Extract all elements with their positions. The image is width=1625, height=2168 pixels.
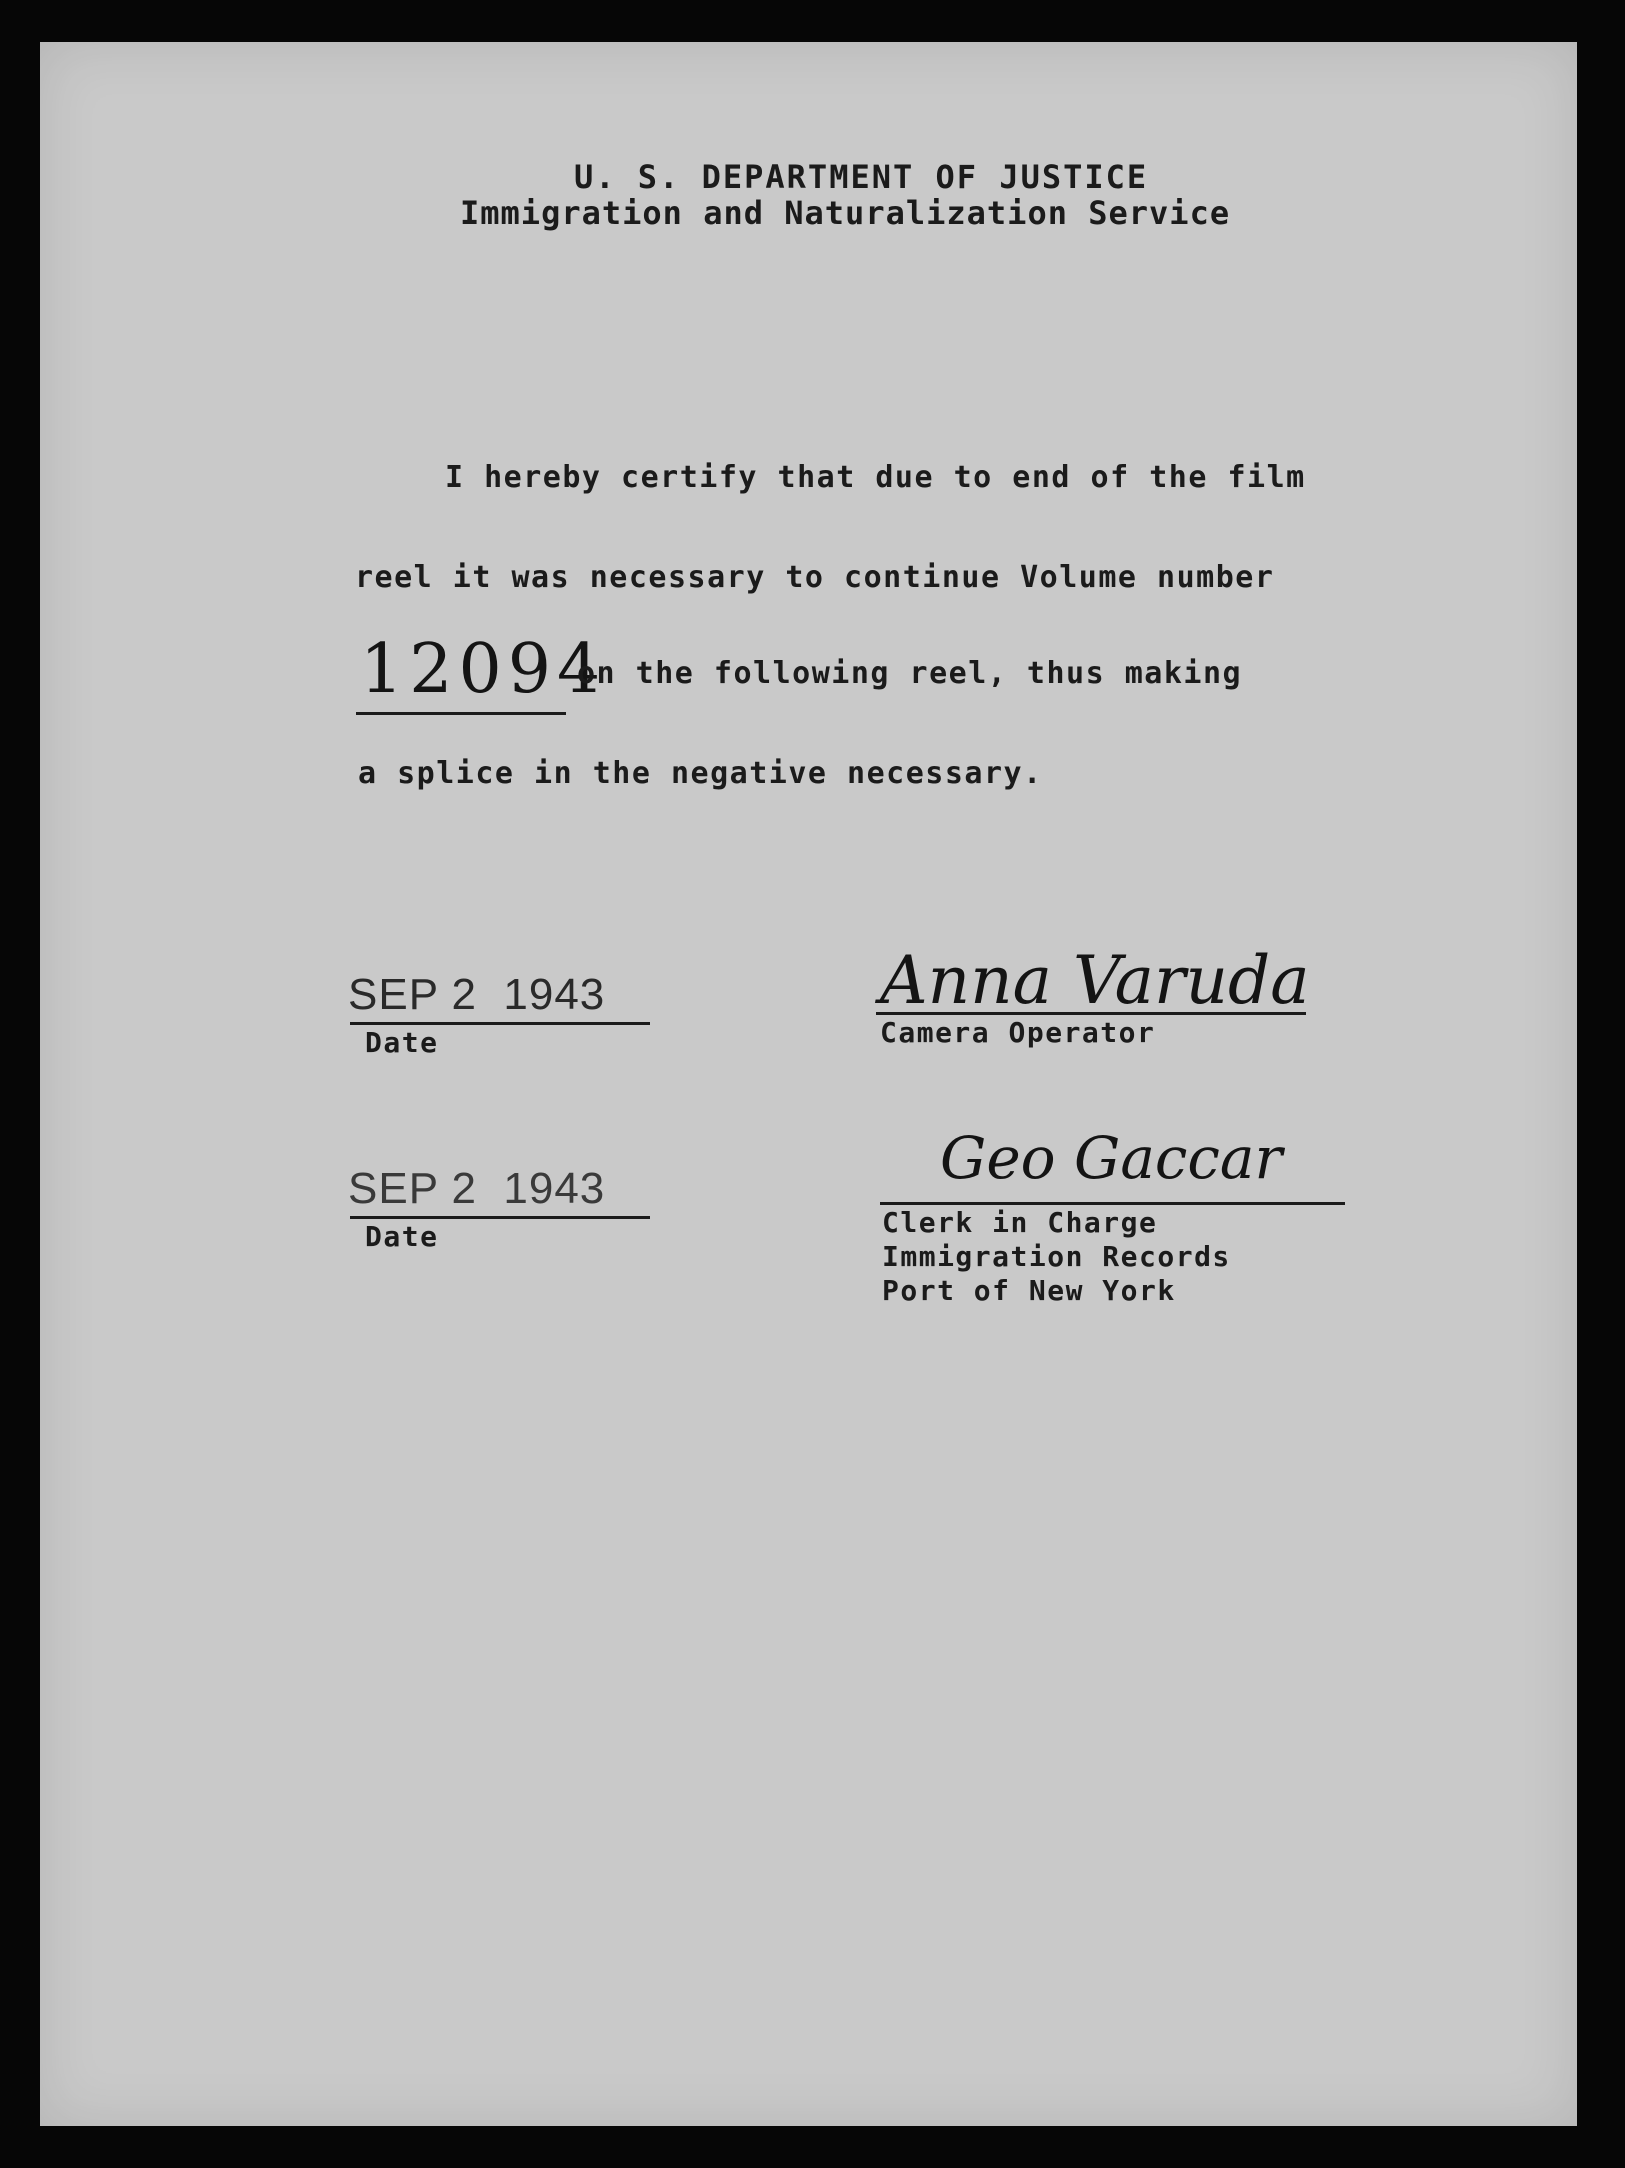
clerk-title-line-1: Clerk in Charge [882, 1206, 1158, 1239]
certification-line-2: reel it was necessary to continue Volume number [355, 560, 1275, 595]
clerk-title-line-3: Port of New York [882, 1274, 1176, 1307]
date-stamp-2: SEP 2 1943 [348, 1164, 606, 1213]
volume-number-handwritten: 12094 [360, 630, 607, 709]
department-heading: U. S. DEPARTMENT OF JUSTICE [574, 158, 1149, 196]
camera-operator-label: Camera Operator [880, 1016, 1156, 1049]
date-label-2: Date [365, 1220, 439, 1253]
clerk-title-line-2: Immigration Records [882, 1240, 1231, 1273]
service-heading: Immigration and Naturalization Service [460, 194, 1231, 232]
document-page [40, 42, 1577, 2126]
certification-line-4: a splice in the negative necessary. [358, 756, 1043, 791]
certification-line-3: on the following reel, thus making [577, 656, 1243, 691]
clerk-signature-line [880, 1202, 1345, 1205]
camera-operator-signature: Anna Varuda [880, 942, 1310, 1019]
certification-line-1: I hereby certify that due to end of the film [445, 460, 1306, 495]
date-label-1: Date [365, 1026, 439, 1059]
clerk-signature: Geo Gaccar [940, 1124, 1283, 1192]
camera-operator-line [876, 1012, 1306, 1015]
volume-number-underline [356, 712, 566, 715]
date-line-1 [350, 1022, 650, 1025]
date-stamp-1: SEP 2 1943 [348, 970, 606, 1019]
date-line-2 [350, 1216, 650, 1219]
